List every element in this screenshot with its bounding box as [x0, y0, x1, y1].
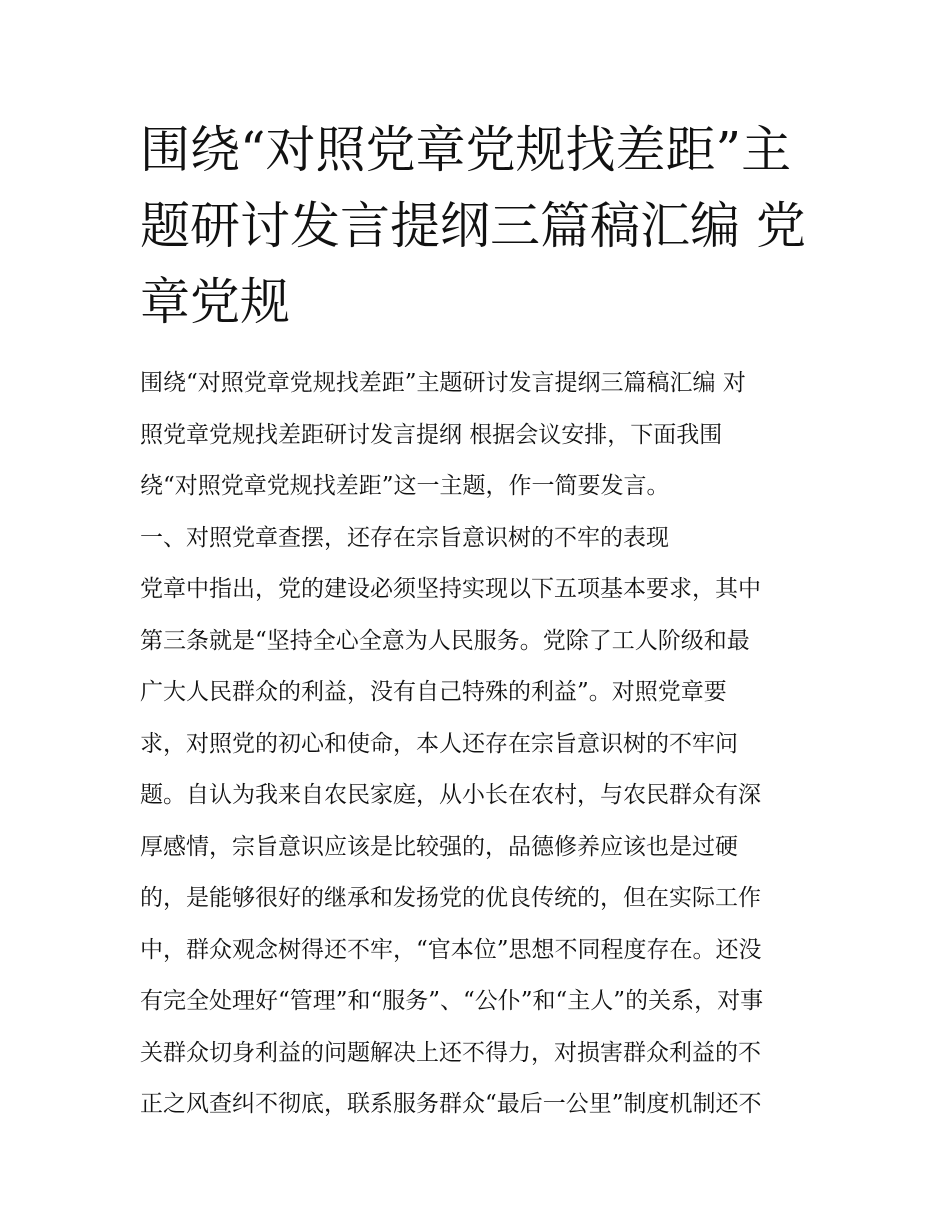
title-line: 围绕“对照党章党规找差距”主: [140, 121, 792, 179]
document-body: [140, 358, 820, 1131]
body-line: 第三条就是“坚持全心全意为人民服务。党除了工人阶级和最: [140, 627, 750, 654]
body-line: 题。自认为我来自农民家庭，从小长在农村，与农民群众有深: [140, 782, 761, 808]
document-title: [140, 112, 810, 340]
title-line: 题研讨发言提纲三篇稿汇编 党: [140, 197, 806, 255]
section-heading: 一、对照党章查摆，还存在宗旨意识树的不牢的表现: [140, 524, 669, 551]
body-line: 绕“对照党章党规找差距”这一主题，作一简要发言。: [140, 473, 670, 499]
body-line: 围绕“对照党章党规找差距”主题研讨发言提纲三篇稿汇编 对: [140, 370, 746, 396]
body-line: 求，对照党的初心和使命，本人还存在宗旨意识树的不牢问: [140, 730, 738, 757]
body-line: 关群众切身利益的问题解决上还不得力，对损害群众利益的不: [140, 1039, 761, 1066]
body-line: 党章中指出，党的建设必须坚持实现以下五项基本要求，其中: [140, 576, 761, 602]
body-line: 正之风查纠不彻底，联系服务群众“最后一公里”制度机制还不: [140, 1091, 762, 1117]
body-line: 中，群众观念树得还不牢，“官本位”思想不同程度存在。还没: [140, 936, 762, 963]
body-line: 有完全处理好“管理”和“服务”、“公仆”和“主人”的关系，对事: [140, 988, 764, 1014]
title-line: 章党规: [140, 273, 290, 331]
body-line: 广大人民群众的利益，没有自己特殊的利益”。对照党章要: [140, 679, 727, 705]
body-line: 厚感情，宗旨意识应该是比较强的，品德修养应该也是过硬: [140, 833, 738, 860]
body-line: 的，是能够很好的继承和发扬党的优良传统的，但在实际工作: [140, 885, 761, 911]
body-line: 照党章党规找差距研讨发言提纲 根据会议安排，下面我围: [140, 421, 723, 448]
